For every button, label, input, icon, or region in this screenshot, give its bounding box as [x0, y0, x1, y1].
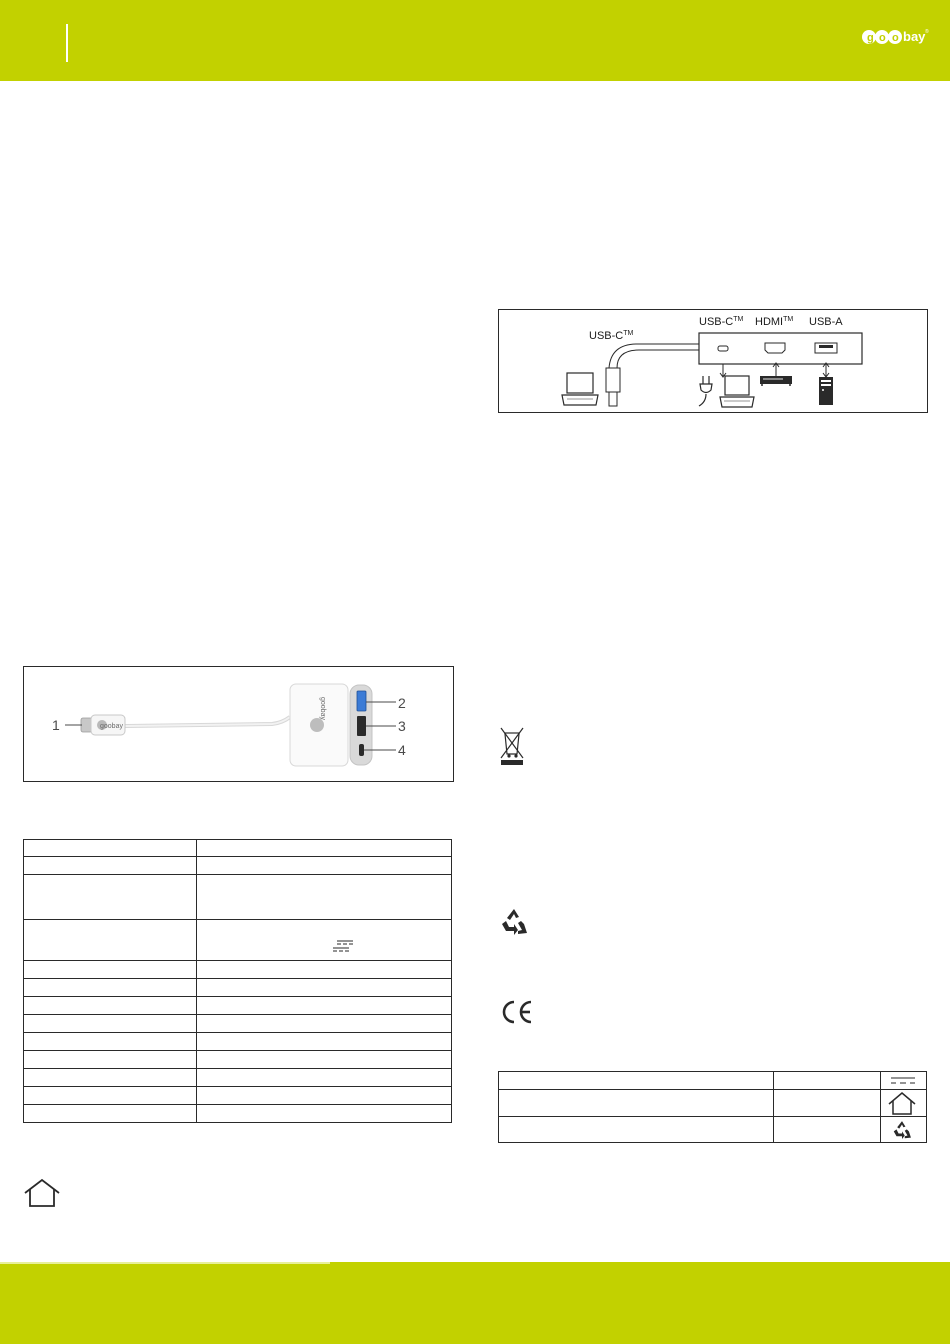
port-label-hdmi: HDMI™ — [755, 316, 794, 328]
table-row — [24, 1105, 452, 1123]
svg-text:g: g — [867, 32, 874, 44]
svg-text:o: o — [879, 32, 886, 44]
table-row — [24, 920, 452, 961]
house-icon — [23, 1178, 61, 1208]
hdmi-player-icon — [760, 376, 792, 386]
table-row — [24, 840, 452, 857]
svg-text:o: o — [892, 32, 899, 44]
usb-c-plug-icon — [606, 368, 620, 406]
table-row — [499, 1090, 927, 1117]
cable-label: USB-C™ — [589, 330, 634, 342]
table-row — [24, 979, 452, 997]
laptop-icon — [720, 376, 754, 407]
table-row — [24, 1033, 452, 1051]
table-row — [24, 1087, 452, 1105]
table-row — [24, 1069, 452, 1087]
port-label-usba: USB-A — [809, 316, 843, 328]
table-row — [24, 961, 452, 979]
port-label-usbc: USB-C™ — [699, 316, 744, 328]
footer-band — [0, 1262, 950, 1344]
svg-text:goobay: goobay — [319, 697, 326, 720]
table-row — [499, 1117, 927, 1143]
symbol-table — [498, 1071, 927, 1143]
spec-table — [23, 839, 452, 1123]
ce-mark — [500, 999, 534, 1025]
laptop-icon — [562, 373, 598, 405]
table-row — [24, 1015, 452, 1033]
power-plug-icon — [699, 376, 712, 406]
goobay-logo — [860, 24, 930, 50]
table-row — [24, 997, 452, 1015]
dc-symbol-icon — [889, 1075, 917, 1087]
callout-2: 2 — [398, 695, 406, 711]
crossed-out-bin-icon — [499, 726, 525, 766]
table-row — [24, 1051, 452, 1069]
recycling-icon — [498, 906, 530, 938]
svg-text:®: ® — [925, 29, 929, 35]
connection-diagram-drawing — [499, 310, 927, 412]
callout-4: 4 — [398, 742, 406, 758]
header-band — [0, 0, 950, 81]
adapter-photo — [24, 667, 453, 781]
table-row — [24, 857, 452, 875]
recycling-icon — [891, 1119, 913, 1141]
house-icon — [888, 1092, 916, 1116]
callout-1: 1 — [52, 717, 60, 733]
table-row — [499, 1072, 927, 1090]
svg-text:bay: bay — [903, 29, 926, 44]
footer-edge — [0, 1262, 330, 1264]
connection-diagram — [498, 309, 928, 413]
callout-3: 3 — [398, 718, 406, 734]
header-divider — [66, 24, 68, 62]
svg-text:goobay: goobay — [100, 723, 123, 730]
dc-symbol-icon — [333, 938, 355, 952]
pc-tower-icon — [819, 377, 833, 405]
table-row — [24, 875, 452, 920]
product-photo-panel — [23, 666, 454, 782]
